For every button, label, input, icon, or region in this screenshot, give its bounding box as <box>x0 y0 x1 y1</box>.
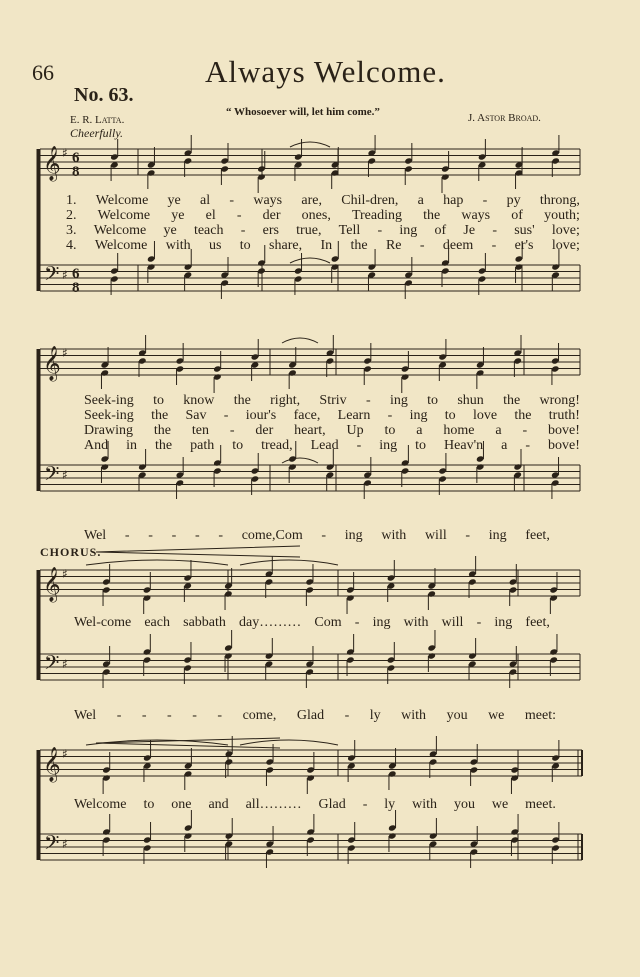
lyric-syllable: ly <box>384 797 396 812</box>
lyric-syllable: - <box>194 528 200 543</box>
lyric-syllable: throng, <box>539 193 580 208</box>
lyric-syllable: ing <box>399 223 418 238</box>
lyric-syllable: each <box>144 615 170 630</box>
lyric-syllable: Je <box>463 223 476 238</box>
lyric-syllable: true, <box>296 223 322 238</box>
hymn-number: No. 63. <box>74 84 134 106</box>
lyric-syllable: And <box>84 438 109 453</box>
hymn-title: Always Welcome. <box>205 54 446 89</box>
lyric-syllable: al <box>200 193 211 208</box>
lyric-syllable: ers <box>262 223 279 238</box>
time-signature-digit: 6 <box>72 266 80 282</box>
lyric-syllable: and <box>208 797 229 812</box>
lyric-syllable: - <box>387 408 393 423</box>
lyric-syllable: Drawing <box>84 423 133 438</box>
lyric-syllable: one <box>171 797 192 812</box>
lyric-syllable: with <box>401 708 427 723</box>
lyric-syllable: ing <box>372 615 391 630</box>
lyric-syllable: Sav <box>185 408 207 423</box>
lyric-syllable: a <box>416 423 423 438</box>
lyric-syllable: ing <box>344 528 363 543</box>
slur <box>86 560 228 565</box>
lyric-syllable: Welcome <box>93 223 147 238</box>
lyric-syllable: - <box>491 238 497 253</box>
sharp-icon: ♯ <box>62 657 68 671</box>
lyric-syllable: - <box>356 438 362 453</box>
lyric-syllable: - <box>492 223 497 238</box>
lyric-syllable: Tell <box>338 223 361 238</box>
lyric-syllable: us <box>208 238 222 253</box>
lyric-syllable: to <box>239 238 251 253</box>
time-signature-digit: 6 <box>72 150 80 166</box>
lyric-syllable: with <box>381 528 407 543</box>
slur <box>240 740 338 745</box>
lyric-syllable: bove! <box>548 423 580 438</box>
lyric-syllable: ways <box>253 193 283 208</box>
lyric-syllable: youth; <box>544 208 580 223</box>
lyric-syllable: to <box>415 438 427 453</box>
tempo-marking: Cheerfully. <box>70 126 123 140</box>
lyric-syllable: ing <box>409 408 428 423</box>
lyric-syllable: - <box>229 423 235 438</box>
lyric-syllable: - <box>344 708 350 723</box>
lyric-syllable: Glad <box>296 708 325 723</box>
lyric-syllable: Welcome <box>95 193 149 208</box>
lyric-syllable: Up <box>346 423 364 438</box>
lyric-syllable: deem <box>442 238 474 253</box>
lyric-syllable: path <box>190 438 215 453</box>
lyric-syllable: 3. <box>66 223 77 238</box>
lyric-syllable: Wel <box>84 528 107 543</box>
lyric-syllable: shun <box>457 393 484 408</box>
page-number: 66 <box>32 60 54 85</box>
lyric-syllable: Chil-dren, <box>341 193 399 208</box>
lyric-syllable: Heav'n <box>444 438 484 453</box>
lyric-syllable: we <box>491 797 509 812</box>
lyric-syllable: of <box>434 223 447 238</box>
lyric-syllable: - <box>148 528 153 543</box>
lyric-syllable: to <box>444 408 456 423</box>
lyric-syllable: tread, <box>261 438 293 453</box>
treble-clef-icon: 𝄞 <box>43 567 61 602</box>
sharp-icon: ♯ <box>62 346 68 360</box>
lyric-syllable: - <box>236 208 242 223</box>
words-credit: E. R. Latta. <box>70 114 125 126</box>
lyric-syllable: Learn <box>337 408 371 423</box>
lyric-syllable: - <box>354 615 360 630</box>
lyric-syllable: - <box>141 708 147 723</box>
lyric-syllable: bove! <box>548 438 580 453</box>
lyric-syllable: love; <box>551 238 580 253</box>
bass-clef-icon: 𝄢 <box>44 462 60 490</box>
lyric-syllable: of <box>511 208 523 223</box>
lyric-syllable: Welcome <box>74 797 127 812</box>
lyric-syllable: Re <box>385 238 402 253</box>
lyric-syllable: the <box>155 438 173 453</box>
lyric-syllable: Welcome <box>94 238 148 253</box>
lyric-syllable: ing <box>389 393 408 408</box>
lyric-syllable: with <box>165 238 191 253</box>
lyric-syllable: will <box>424 528 447 543</box>
lyric-syllable: - <box>465 528 471 543</box>
lyric-syllable: day……… <box>239 615 302 630</box>
lyric-syllable: 1. <box>66 193 77 208</box>
crescendo-hairpin <box>96 546 300 557</box>
lyric-syllable: - <box>321 528 327 543</box>
lyric-syllable: share, <box>269 238 303 253</box>
lyric-syllable: 2. <box>66 208 77 223</box>
lyric-syllable: love <box>472 408 498 423</box>
lyric-syllable: meet: <box>524 708 556 723</box>
lyric-syllable: ye <box>167 193 181 208</box>
lyric-syllable: - <box>365 393 371 408</box>
lyric-syllable: face, <box>293 408 321 423</box>
lyric-syllable: - <box>482 193 488 208</box>
lyric-syllable: are, <box>301 193 322 208</box>
lyric-syllable: - <box>171 528 177 543</box>
slur <box>240 560 338 565</box>
lyric-syllable: home <box>443 423 475 438</box>
bass-clef-icon: 𝄢 <box>44 651 60 679</box>
lyric-syllable: - <box>525 438 530 453</box>
lyric-syllable: - <box>217 708 223 723</box>
lyric-syllable: sus' <box>514 223 535 238</box>
lyric-syllable: - <box>218 528 223 543</box>
slur <box>290 142 330 147</box>
sharp-icon: ♯ <box>62 567 68 581</box>
lyric-syllable: will <box>441 615 464 630</box>
lyric-syllable: ten <box>191 423 209 438</box>
lyric-syllable: Wel <box>74 708 97 723</box>
lyric-syllable: Com <box>314 615 342 630</box>
lyric-syllable: heart, <box>294 423 326 438</box>
lyric-syllable: - <box>223 408 229 423</box>
lyric-syllable: wrong! <box>539 393 580 408</box>
lyric-syllable: to <box>384 423 396 438</box>
lyric-syllable: the <box>503 393 521 408</box>
treble-clef-icon: 𝄞 <box>43 747 61 782</box>
time-signature-digit: 8 <box>72 280 80 296</box>
lyric-syllable: - <box>229 193 235 208</box>
bass-clef-icon: 𝄢 <box>44 262 60 290</box>
lyric-syllable: the <box>233 393 251 408</box>
time-signature-digit: 8 <box>72 164 80 180</box>
lyric-syllable: ye <box>171 208 185 223</box>
lyric-syllable: a <box>501 438 508 453</box>
lyric-syllable: feet, <box>525 615 550 630</box>
lyric-syllable: ing <box>379 438 398 453</box>
lyric-syllable: Treading <box>351 208 402 223</box>
slur <box>290 258 330 263</box>
lyric-syllable: Wel-come <box>74 615 132 630</box>
lyric-syllable: we <box>488 708 505 723</box>
lyric-syllable: sabbath <box>183 615 226 630</box>
lyric-syllable: to <box>427 393 439 408</box>
lyric-syllable: a <box>495 423 502 438</box>
lyric-syllable: ways <box>461 208 491 223</box>
lyric-syllable: to <box>143 797 155 812</box>
lyric-syllable: the <box>151 408 169 423</box>
lyric-syllable: Seek-ing <box>84 393 134 408</box>
lyric-syllable: meet. <box>525 797 556 812</box>
slur <box>282 458 318 463</box>
lyric-syllable: to <box>232 438 244 453</box>
sharp-icon: ♯ <box>62 468 68 482</box>
lyric-syllable: the <box>350 238 368 253</box>
lyric-syllable: el <box>205 208 216 223</box>
slur <box>282 338 318 343</box>
chorus-label: CHORUS. <box>40 545 102 559</box>
lyric-syllable: ones, <box>301 208 331 223</box>
lyric-syllable: er's <box>514 238 534 253</box>
lyric-syllable: - <box>124 528 130 543</box>
epigraph: “ Whosoever will, let him come.” <box>226 106 380 118</box>
lyric-syllable: the <box>514 408 532 423</box>
lyric-syllable: der <box>255 423 274 438</box>
lyric-syllable: ly <box>369 708 381 723</box>
lyric-syllable: Welcome <box>97 208 151 223</box>
lyric-syllable: - <box>377 223 383 238</box>
lyric-syllable: - <box>167 708 172 723</box>
lyric-syllable: you <box>453 797 475 812</box>
lyric-syllable: hap <box>443 193 464 208</box>
lyric-syllable: Glad <box>318 797 346 812</box>
lyric-syllable: ye <box>163 223 177 238</box>
lyric-syllable: feet, <box>525 528 550 543</box>
lyric-syllable: all……… <box>245 797 302 812</box>
lyric-syllable: love; <box>551 223 580 238</box>
lyric-syllable: iour's <box>245 408 277 423</box>
lyric-syllable: der <box>262 208 281 223</box>
lyric-syllable: ing <box>488 528 507 543</box>
music-credit: J. Astor Broad. <box>468 112 541 124</box>
lyric-syllable: in <box>126 438 138 453</box>
lyric-syllable: 4. <box>66 238 77 253</box>
lyric-syllable: - <box>240 223 246 238</box>
treble-clef-icon: 𝄞 <box>43 146 61 181</box>
bass-clef-icon: 𝄢 <box>44 831 60 859</box>
lyric-syllable: - <box>419 238 425 253</box>
lyric-syllable: to <box>153 393 164 408</box>
lyric-syllable: Lead <box>310 438 339 453</box>
treble-clef-icon: 𝄞 <box>43 346 61 381</box>
lyric-syllable: the <box>153 423 171 438</box>
sharp-icon: ♯ <box>62 146 68 160</box>
sharp-icon: ♯ <box>62 268 68 282</box>
lyric-syllable: the <box>423 208 441 223</box>
lyric-syllable: truth! <box>548 408 580 423</box>
sharp-icon: ♯ <box>62 837 68 851</box>
sharp-icon: ♯ <box>62 747 68 761</box>
lyric-syllable: - <box>362 797 368 812</box>
lyric-syllable: teach <box>193 223 224 238</box>
lyric-syllable: ing <box>494 615 513 630</box>
lyric-syllable: you <box>446 708 468 723</box>
lyric-syllable: with <box>403 615 429 630</box>
lyric-syllable: Seek-ing <box>84 408 134 423</box>
lyric-syllable: - <box>192 708 197 723</box>
lyric-syllable: - <box>476 615 482 630</box>
lyric-syllable: - <box>522 423 528 438</box>
lyric-syllable: come, <box>242 708 277 723</box>
lyric-syllable: py <box>506 193 521 208</box>
lyric-syllable: with <box>412 797 438 812</box>
lyric-syllable: right, <box>270 393 301 408</box>
lyric-syllable: a <box>417 193 424 208</box>
lyric-syllable: come,Com <box>241 528 303 543</box>
lyric-syllable: Striv <box>319 393 347 408</box>
lyric-syllable: In <box>320 238 333 253</box>
lyric-syllable: know <box>183 393 215 408</box>
lyric-syllable: - <box>116 708 122 723</box>
